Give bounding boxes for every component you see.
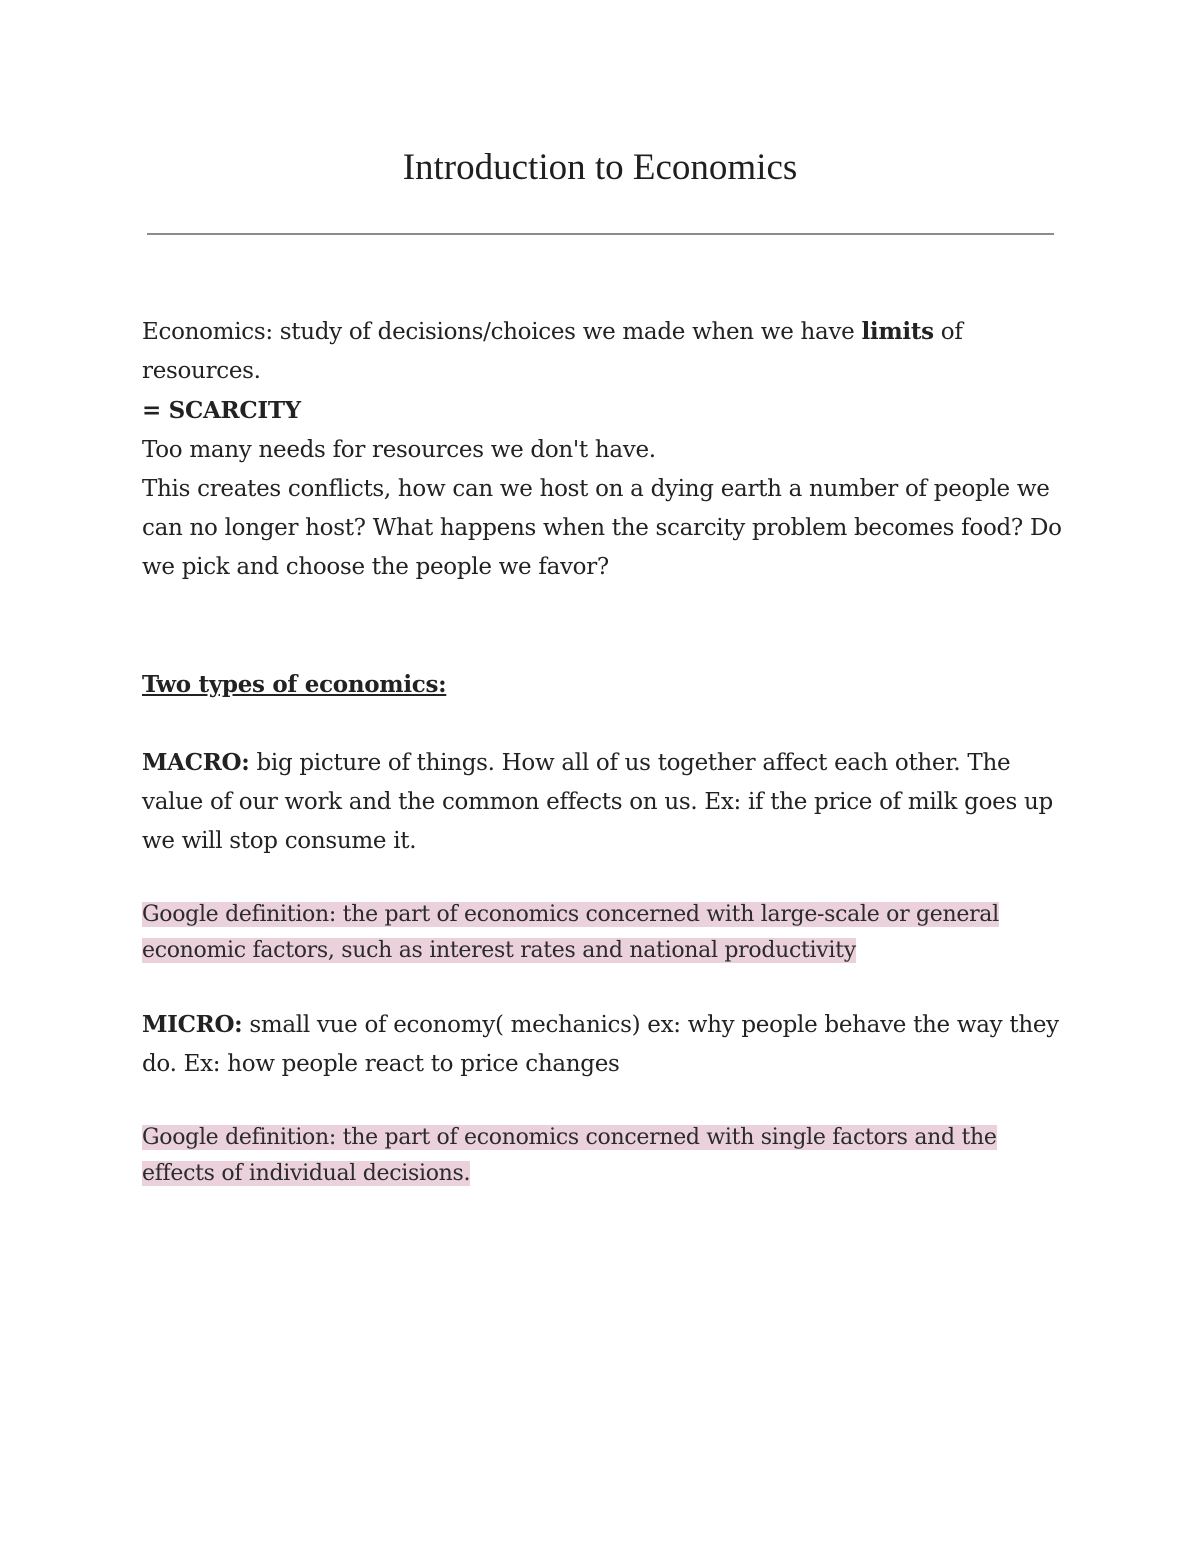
- micro-text: small vue of economy( mechanics) ex: why people behave the way they do. Ex: how people react to price changes: [142, 1012, 1059, 1077]
- economics-definition: [142, 312, 1062, 391]
- macro-definition-highlight: Google definition: the part of economics concerned with large-scale or general economic factors, such as interest rates and national productivity: [142, 902, 999, 963]
- micro-definition-highlight: Google definition: the part of economics concerned with single factors and the effects of individual decisions.: [142, 1125, 997, 1186]
- document-body: [142, 312, 1062, 1192]
- document-title: Introduction to Economics: [402, 147, 798, 188]
- types-heading: [142, 665, 1062, 705]
- macro-text: big picture of things. How all of us together affect each other. The value of our work and the common effects on us. Ex: if the price of milk goes up we will stop consume it.: [142, 750, 1053, 854]
- scarcity-line: [142, 391, 1062, 431]
- limits-bold: limits: [861, 318, 934, 345]
- micro-label: MICRO:: [142, 1011, 243, 1038]
- micro-paragraph: [142, 1005, 1062, 1084]
- conflicts-paragraph: This creates conflicts, how can we host on a dying earth a number of people we can no longer host? What happens when the scarcity problem becomes food? Do we pick and choose the people we favor?: [142, 476, 1062, 580]
- macro-paragraph: [142, 743, 1062, 861]
- too-many-needs-line: Too many needs for resources we don't have.: [142, 437, 656, 463]
- macro-google-definition: [142, 897, 1062, 969]
- macro-label: MACRO:: [142, 749, 250, 776]
- micro-google-definition: [142, 1120, 1062, 1192]
- horizontal-rule: [147, 233, 1054, 235]
- economics-definition-lead: Economics: study of decisions/choices we made when we have: [142, 319, 862, 345]
- types-heading-text: Two types of economics:: [142, 671, 447, 698]
- economics-definition-tail: of resources.: [142, 319, 963, 384]
- scarcity-bold: = SCARCITY: [142, 397, 301, 424]
